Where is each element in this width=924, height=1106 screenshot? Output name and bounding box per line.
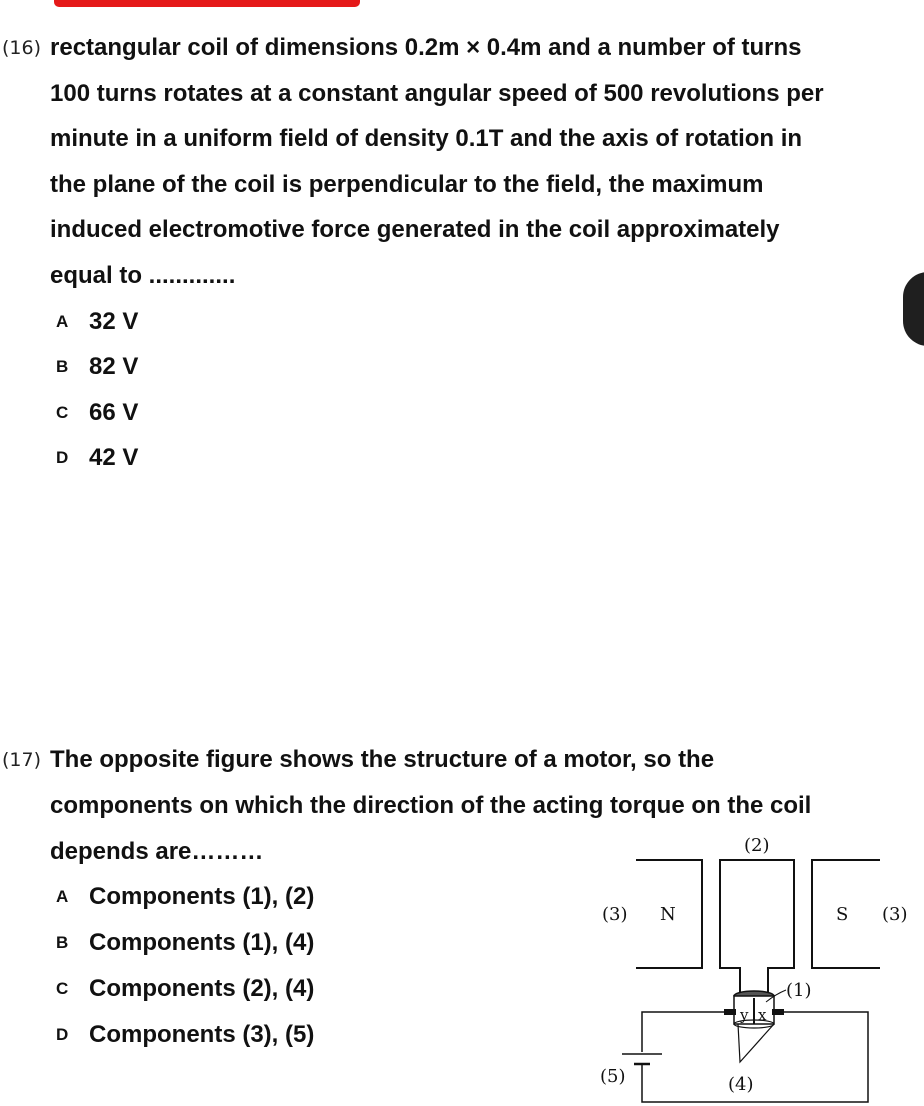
option-d[interactable] [56, 1015, 314, 1055]
split-ring-leads [738, 1024, 774, 1062]
option-letter: A [56, 887, 69, 906]
label-x: x [758, 1006, 767, 1024]
question-line: rectangular coil of dimensions 0.2m × 0.4m and a number of turns [50, 34, 802, 61]
circuit-wire-left [642, 1012, 724, 1052]
question-line: induced electromotive force generated in the coil approximately [50, 216, 780, 243]
label-3-right: (3) [882, 904, 908, 925]
circuit-wire-right [642, 1012, 868, 1102]
pole-n-label: N [660, 904, 676, 925]
question-line: components on which the direction of the acting torque on the coil [50, 792, 812, 819]
question-line: depends are……… [50, 838, 264, 865]
label-1: (1) [786, 980, 812, 1001]
brush-left [724, 1009, 736, 1015]
motor-figure [596, 830, 924, 1106]
question-number: (16) [2, 37, 42, 59]
question-line: equal to ............. [50, 262, 236, 289]
option-text: 32 V [89, 308, 139, 335]
option-letter: C [56, 403, 69, 422]
brush-right [772, 1009, 784, 1015]
option-letter: B [56, 933, 69, 952]
option-c[interactable] [56, 969, 314, 1009]
option-letter: A [56, 312, 69, 331]
question-line: minute in a uniform field of density 0.1T and the axis of rotation in [50, 125, 803, 152]
option-d[interactable] [56, 438, 138, 478]
pole-s-label: S [836, 904, 849, 925]
option-a[interactable] [56, 302, 138, 342]
label-4: (4) [728, 1074, 754, 1095]
option-a[interactable] [56, 877, 314, 917]
option-letter: C [56, 979, 69, 998]
option-text: Components (2), (4) [89, 975, 315, 1002]
label-3-left: (3) [602, 904, 628, 925]
side-tab-handle[interactable] [903, 272, 924, 346]
option-letter: D [56, 448, 69, 467]
option-text: 82 V [89, 353, 139, 380]
option-letter: D [56, 1025, 69, 1044]
option-text: Components (1), (4) [89, 929, 315, 956]
label-y: y [740, 1006, 749, 1024]
label-5: (5) [600, 1066, 626, 1087]
question-number: (17) [2, 749, 42, 771]
option-letter: B [56, 357, 69, 376]
option-text: Components (3), (5) [89, 1021, 315, 1048]
label-2: (2) [744, 835, 770, 856]
option-text: Components (1), (2) [89, 883, 315, 910]
question-line: 100 turns rotates at a constant angular speed of 500 revolutions per [50, 80, 824, 107]
top-red-bar [54, 0, 360, 7]
option-c[interactable] [56, 393, 138, 433]
question-line: The opposite figure shows the structure of a motor, so the [50, 746, 715, 773]
coil [720, 860, 794, 996]
option-b[interactable] [56, 347, 138, 387]
option-b[interactable] [56, 923, 314, 963]
question-line: the plane of the coil is perpendicular to the field, the maximum [50, 171, 764, 198]
option-text: 42 V [89, 444, 139, 471]
option-text: 66 V [89, 399, 139, 426]
